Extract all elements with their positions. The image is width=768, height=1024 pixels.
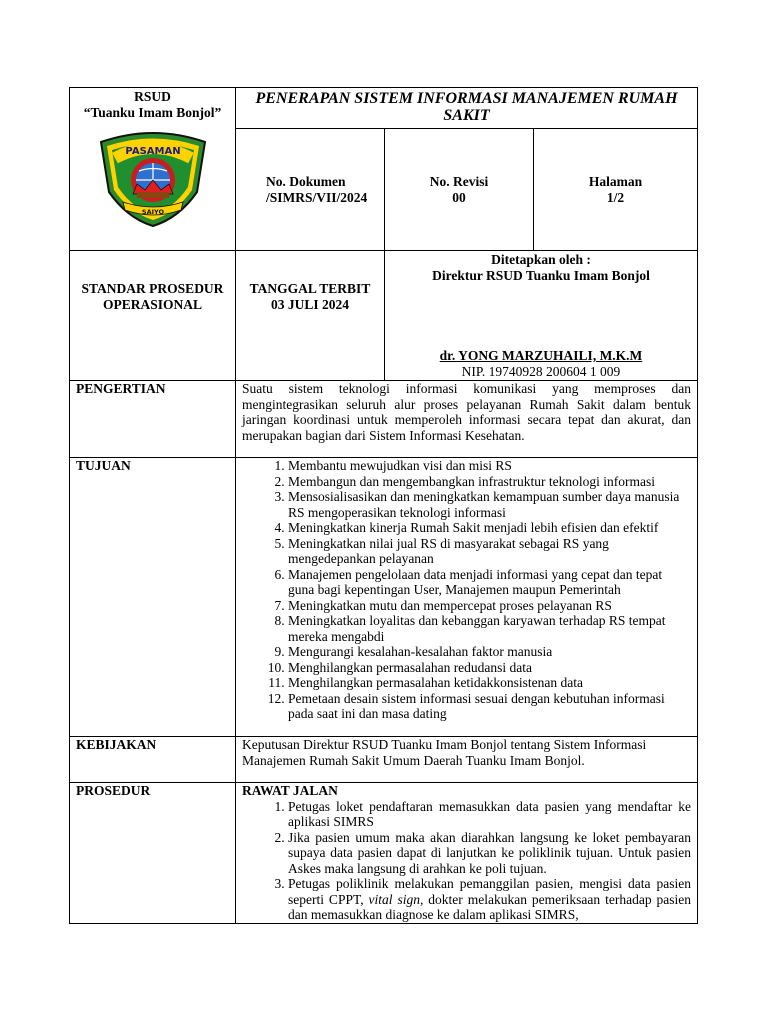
list-item: 11. Menghilangkan permasalahan ketidakkonsistenan data [288,675,691,691]
list-item: 3. Petugas poliklinik melakukan pemanggilan pasien, mengisi data pasien seperti CPPT, vital sign, dokter melakukan pemeriksaan terhadap pasien dan memasukkan diagnose ke dalam aplikasi SIMRS, [288,876,691,923]
svg-text:PASAMAN: PASAMAN [124,146,181,157]
pengertian-text: Suatu sistem teknologi informasi komunikasi yang memproses dan mengintegrasikan seluruh alur proses pelayanan Rumah Sakit dalam bentuk jaringan koordinasi untuk memperoleh informasi secara tepat dan akurat, dan merupakan bagian dari Sistem Informasi Kesehatan. [236,381,698,458]
sop-label-cell [70,251,236,381]
issue-date-label: TANGGAL TERBIT [249,281,371,296]
kebijakan-text: Keputusan Direktur RSUD Tuanku Imam Bonjol tentang Sistem Informasi Manajemen Rumah Sakit Umum Daerah Tuanku Imam Bonjol. [236,737,698,783]
doc-number-cell [236,129,385,251]
list-item: 1. Membantu mewujudkan visi dan misi RS [288,458,691,474]
list-item: 8. Meningkatkan loyalitas dan kebanggan karyawan terhadap RS tempat mereka mengabdi [288,613,691,644]
list-item: 4. Meningkatkan kinerja Rumah Sakit menjadi lebih efisien dan efektif [288,520,691,536]
director-name: dr. YONG MARZUHAILI, M.K.M [439,348,643,363]
hospital-name-line1: RSUD [134,89,171,104]
revision-value: 00 [452,189,466,205]
list-item: 5. Meningkatkan nilai jual RS di masyarakat sebagai RS yang mengedepankan pelayanan [288,536,691,567]
hospital-header-cell [70,88,236,251]
issue-date-cell [236,251,385,381]
list-item: 2. Membangun dan mengembangkan infrastruktur teknologi informasi [288,474,691,490]
list-item: 2. Jika pasien umum maka akan diarahkan langsung ke loket pembayaran supaya data pasien dapat di lanjutkan ke poliklinik tujuan. Untuk pasien Askes maka langsung di arahkan ke poli tujuan. [288,830,691,877]
list-item: 10. Menghilangkan permasalahan redudansi data [288,660,691,676]
sop-label-line2: OPERASIONAL [102,296,202,312]
pengertian-label: PENGERTIAN [70,381,236,458]
prosedur-cell [236,783,698,924]
page-label: Halaman [588,174,643,189]
director-title: Direktur RSUD Tuanku Imam Bonjol [432,267,650,283]
revision-label: No. Revisi [429,174,489,189]
rawat-jalan-heading: RAWAT JALAN [242,783,338,798]
revision-cell [385,129,534,251]
list-item: 9. Mengurangi kesalahan-kesalahan faktor manusia [288,644,691,660]
issue-date-value: 03 JULI 2024 [270,296,349,312]
document-title: PENERAPAN SISTEM INFORMASI MANAJEMEN RUMAH SAKIT [236,88,698,129]
list-item: 12. Pemetaan desain sistem informasi sesuai dengan kebutuhan informasi pada saat ini dan masa dating [288,691,691,722]
director-nip: NIP. 19740928 200604 1 009 [461,363,621,379]
list-item: 1. Petugas loket pendaftaran memasukkan data pasien yang mendaftar ke aplikasi SIMRS [288,799,691,830]
approval-cell [385,251,698,381]
sop-document-table [69,87,698,924]
list-item: 6. Manajemen pengelolaan data menjadi informasi yang cepat dan tepat guna bagi kepentingan User, Manajemen maupun Pemerintah [288,567,691,598]
tujuan-list [242,458,691,722]
page-cell [534,129,698,251]
svg-text:SAIYO: SAIYO [141,208,164,216]
doc-number-value: /SIMRS/VII/2024 [266,189,368,205]
prosedur-list [242,799,691,923]
list-item: 3. Mensosialisasikan dan meningkatkan kemampuan sumber daya manusia RS mengoperasikan teknologi informasi [288,489,691,520]
tujuan-label: TUJUAN [70,458,236,737]
established-by: Ditetapkan oleh : [491,252,591,267]
hospital-name-line2: “Tuanku Imam Bonjol” [83,104,222,120]
pasaman-logo [76,128,229,232]
kebijakan-label: KEBIJAKAN [70,737,236,783]
doc-number-label: No. Dokumen [266,174,346,189]
prosedur-label: PROSEDUR [70,783,236,924]
page-value: 1/2 [606,189,625,205]
tujuan-cell [236,458,698,737]
pasaman-emblem-icon [93,128,213,228]
list-item: 7. Meningkatkan mutu dan mempercepat proses pelayanan RS [288,598,691,614]
sop-label-line1: STANDAR PROSEDUR [81,281,224,296]
